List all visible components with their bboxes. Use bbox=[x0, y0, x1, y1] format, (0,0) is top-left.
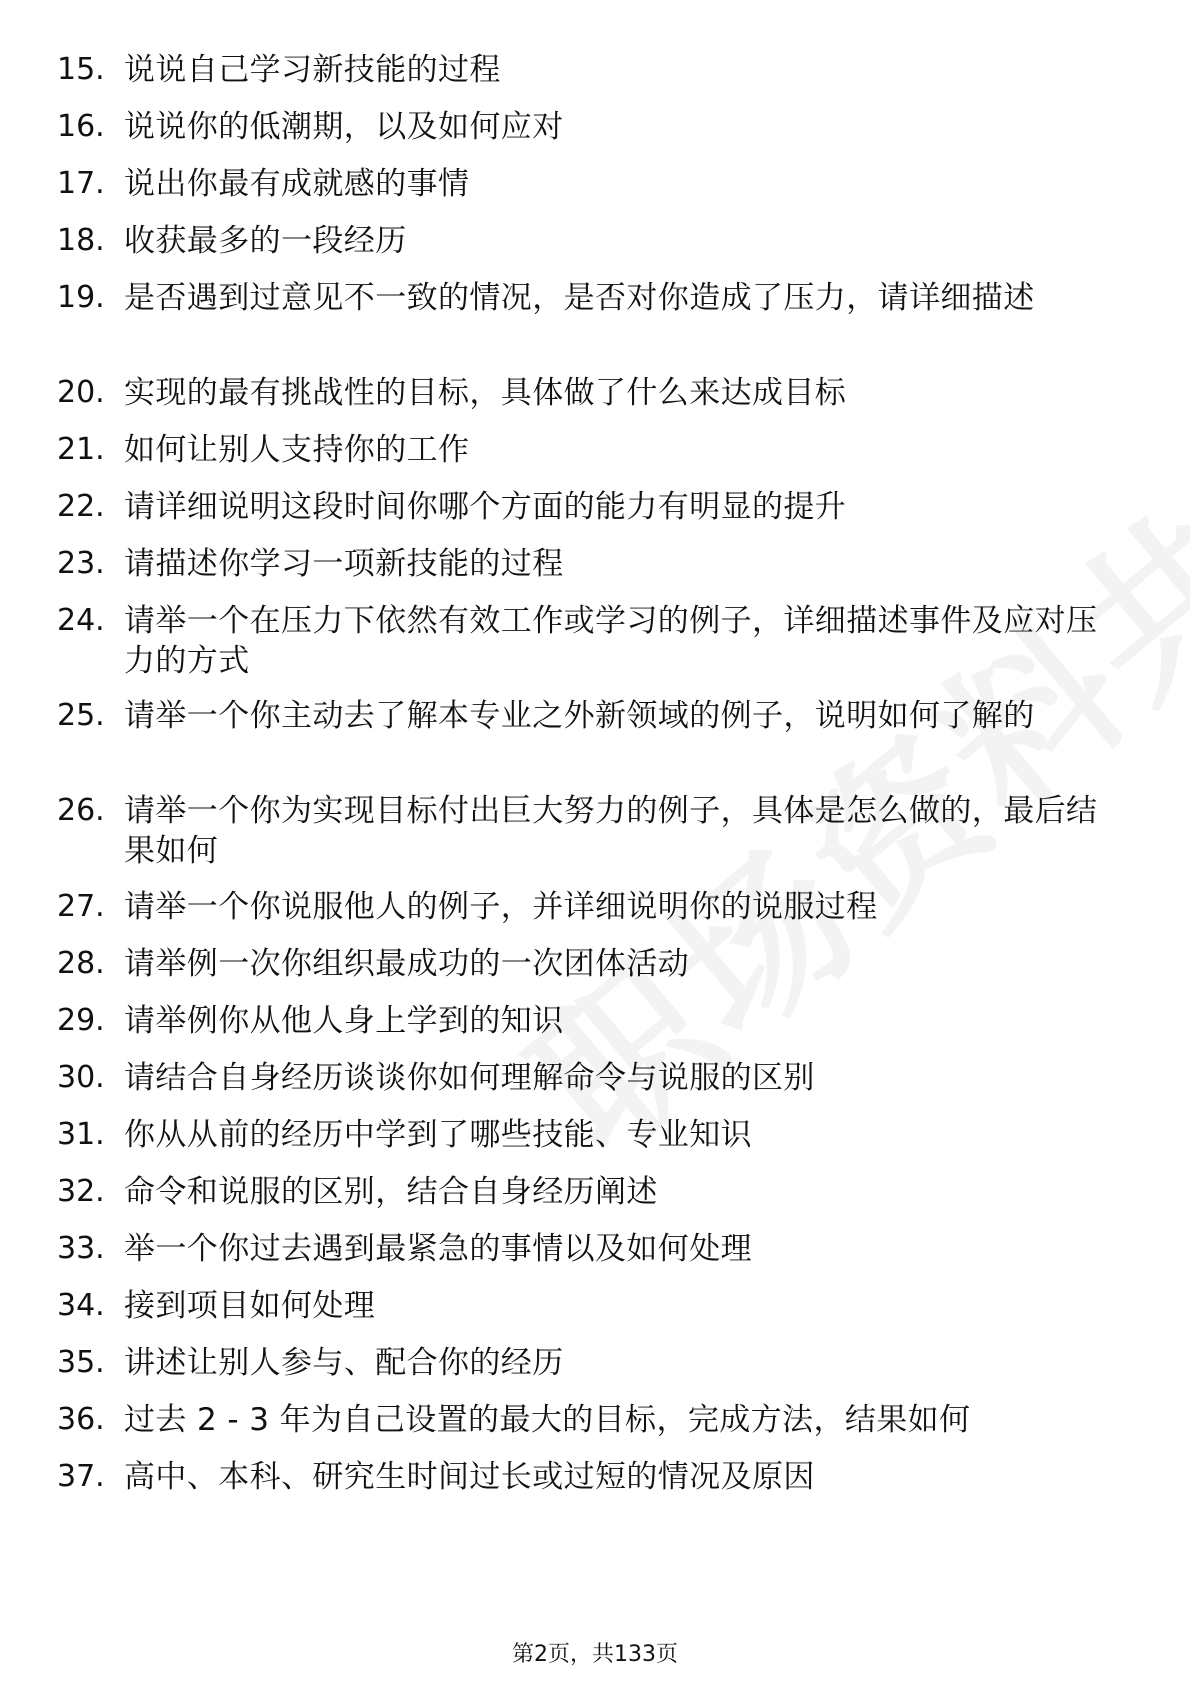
question-text: 说出你最有成就感的事情 bbox=[124, 166, 470, 202]
question-text: 过去 2 - 3 年为自己设置的最大的目标，完成方法，结果如何 bbox=[124, 1402, 971, 1438]
question-number: 30. bbox=[57, 1060, 105, 1095]
question-text: 说说你的低潮期，以及如何应对 bbox=[124, 109, 564, 145]
question-number: 34. bbox=[57, 1288, 105, 1323]
question-text: 高中、本科、研究生时间过长或过短的情况及原因 bbox=[124, 1459, 815, 1495]
question-text: 命令和说服的区别，结合自身经历阐述 bbox=[124, 1174, 658, 1210]
question-text: 是否遇到过意见不一致的情况，是否对你造成了压力，请详细描述 bbox=[124, 280, 1035, 316]
question-number: 23. bbox=[57, 546, 105, 581]
question-text: 如何让别人支持你的工作 bbox=[124, 432, 470, 468]
page-footer: 第2页，共133页 bbox=[512, 1642, 678, 1667]
question-text: 请详细说明这段时间你哪个方面的能力有明显的提升 bbox=[124, 489, 847, 525]
question-number: 31. bbox=[57, 1117, 105, 1152]
question-text: 接到项目如何处理 bbox=[124, 1288, 376, 1324]
question-number: 16. bbox=[57, 109, 105, 144]
question-text: 你从从前的经历中学到了哪些技能、专业知识 bbox=[124, 1117, 752, 1153]
question-text: 请举一个你主动去了解本专业之外新领域的例子，说明如何了解的 bbox=[124, 698, 1035, 734]
question-number: 21. bbox=[57, 432, 105, 467]
question-text: 收获最多的一段经历 bbox=[124, 223, 407, 259]
question-text: 举一个你过去遇到最紧急的事情以及如何处理 bbox=[124, 1231, 752, 1267]
question-text: 实现的最有挑战性的目标，具体做了什么来达成目标 bbox=[124, 375, 847, 411]
question-number: 25. bbox=[57, 698, 105, 733]
question-number: 36. bbox=[57, 1402, 105, 1437]
question-text: 请结合自身经历谈谈你如何理解命令与说服的区别 bbox=[124, 1060, 815, 1096]
question-number: 28. bbox=[57, 946, 105, 981]
question-text: 说说自己学习新技能的过程 bbox=[124, 52, 501, 88]
question-number: 26. bbox=[57, 793, 105, 828]
question-number: 20. bbox=[57, 375, 105, 410]
question-text: 请举一个在压力下依然有效工作或学习的例子，详细描述事件及应对压力的方式 bbox=[124, 603, 1098, 679]
question-number: 15. bbox=[57, 52, 105, 87]
question-number: 37. bbox=[57, 1459, 105, 1494]
question-number: 22. bbox=[57, 489, 105, 524]
question-number: 19. bbox=[57, 280, 105, 315]
question-number: 29. bbox=[57, 1003, 105, 1038]
question-text: 请举例一次你组织最成功的一次团体活动 bbox=[124, 946, 690, 982]
question-number: 24. bbox=[57, 603, 105, 638]
question-number: 33. bbox=[57, 1231, 105, 1266]
question-number: 18. bbox=[57, 223, 105, 258]
question-text: 讲述让别人参与、配合你的经历 bbox=[124, 1345, 564, 1381]
question-text: 请描述你学习一项新技能的过程 bbox=[124, 546, 564, 582]
question-number: 27. bbox=[57, 889, 105, 924]
question-text: 请举一个你说服他人的例子，并详细说明你的说服过程 bbox=[124, 889, 878, 925]
question-text: 请举一个你为实现目标付出巨大努力的例子，具体是怎么做的，最后结果如何 bbox=[124, 793, 1098, 869]
question-number: 35. bbox=[57, 1345, 105, 1380]
question-number: 17. bbox=[57, 166, 105, 201]
question-number: 32. bbox=[57, 1174, 105, 1209]
question-text: 请举例你从他人身上学到的知识 bbox=[124, 1003, 564, 1039]
